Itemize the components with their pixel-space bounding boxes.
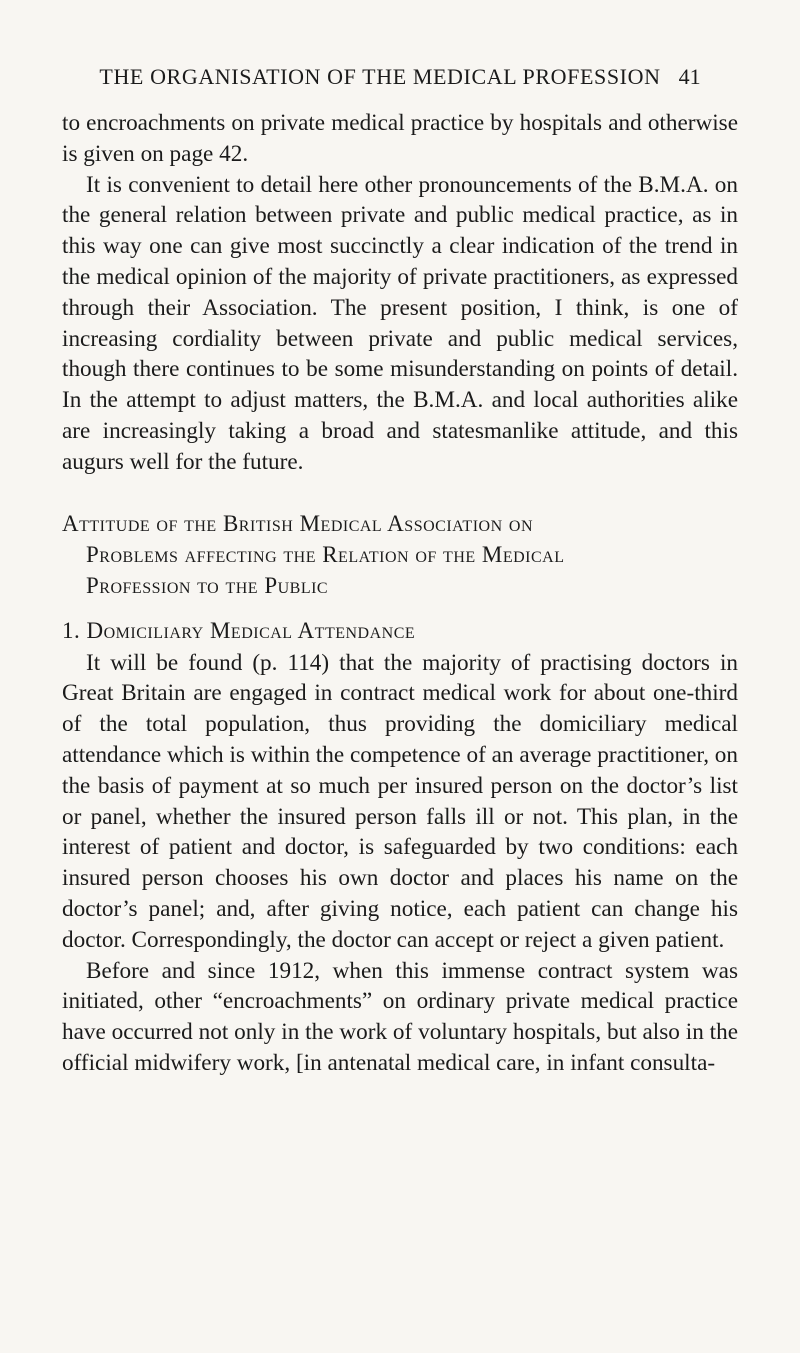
section-heading-line-3: Profession to the Public [86, 572, 329, 598]
subheading-domiciliary: 1. Domiciliary Medical Attendance [62, 617, 416, 643]
paragraph-bma-pronouncements: It is convenient to detail here other pronouncements of the B.M.A. on the general relation between private and public medical practice, as in this way one can give most succinctly a clear indication of the trend in the medical opinion of the majority of private practitioners, as expressed through their Association. The present position, I think, is one of increasing cordiality between private and public medical services, though there continues to be some misunderstanding on points of detail. In the attempt to adjust matters, the B.M.A. and local authorities alike are increasingly taking a broad and statesmanlike attitude, and this augurs well for the future. [62, 171, 738, 475]
running-head [62, 62, 738, 92]
section-heading [62, 508, 738, 601]
page-number: 41 [678, 64, 701, 89]
paragraph-encroachments: Before and since 1912, when this immense contract system was initiated, other “encroachments” on ordinary private medical practice have occurred not only in the work of voluntary hospitals, but also in the official midwifery work, [in antenatal medical care, in infant consulta- [62, 957, 738, 1076]
running-title: THE ORGANISATION OF THE MEDICAL PROFESSION [99, 64, 661, 89]
section-heading-line-2: Problems affecting the Relation of the Medical [86, 541, 565, 567]
section-heading-line-1: Attitude of the British Medical Association on [62, 510, 533, 536]
paragraph-continued: to encroachments on private medical practice by hospitals and otherwise is given on page 42. [62, 110, 738, 167]
paragraph-contract-work: It will be found (p. 114) that the majority of practising doctors in Great Britain are engaged in contract medical work for about one-third of the total population, thus providing the domiciliary medical attendance which is within the competence of an average practitioner, on the basis of payment at so much per insured person on the doctor’s list or panel, whether the insured person falls ill or not. This plan, in the interest of patient and doctor, is safeguarded by two conditions: each insured person chooses his own doctor and places his name on the doctor’s panel; and, after giving notice, each patient can change his doctor. Correspondingly, the doctor can accept or reject a given patient. [62, 649, 738, 953]
